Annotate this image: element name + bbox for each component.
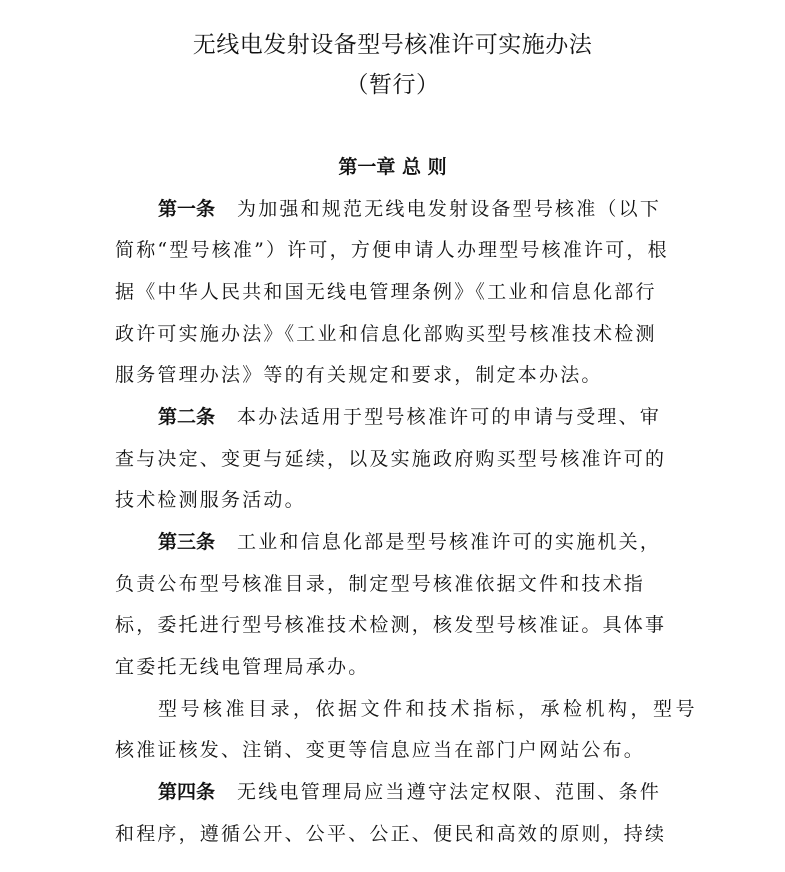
paragraph-text: 服务管理办法》等的有关规定和要求，制定本办法。 — [115, 364, 603, 386]
article-4-line-2 — [115, 822, 675, 862]
article-label: 第一条 — [158, 198, 216, 220]
chapter-heading: 第一章 总 则 — [338, 156, 447, 178]
article-label: 第二条 — [158, 406, 216, 428]
paragraph-text: 核准证核发、注销、变更等信息应当在部门户网站公布。 — [115, 739, 646, 761]
paragraph-text: 为加强和规范无线电发射设备型号核准（以下 — [237, 198, 662, 220]
article-label: 第三条 — [158, 531, 216, 553]
paragraph-text: 型号核准目录，依据文件和技术指标，承检机构，型号 — [158, 698, 699, 720]
paragraph-text: 简称“型号核准”）许可，方便申请人办理型号核准许可，根 — [115, 239, 669, 261]
article-3-line-3 — [115, 613, 675, 653]
article-4-line-1 — [158, 780, 718, 820]
article-2-line-2 — [115, 447, 675, 487]
article-2-line-3 — [115, 488, 675, 528]
paragraph-text: 宜委托无线电管理局承办。 — [115, 656, 370, 678]
paragraph-text: 技术检测服务活动。 — [115, 489, 306, 511]
article-1-line-5 — [115, 363, 675, 403]
article-3-line-1 — [158, 530, 718, 570]
article-3-line-4 — [115, 655, 675, 695]
article-1-line-3 — [115, 280, 675, 320]
article-3-para-2-line-1 — [158, 697, 718, 737]
article-1-line-1 — [158, 197, 718, 237]
article-3-para-2-line-2 — [115, 738, 675, 778]
paragraph-text: 工业和信息化部是型号核准许可的实施机关， — [237, 531, 662, 553]
article-3-line-2 — [115, 572, 675, 612]
paragraph-text: 无线电管理局应当遵守法定权限、范围、条件 — [237, 781, 662, 803]
article-1-line-4 — [115, 322, 675, 362]
document-title: 无线电发射设备型号核准许可实施办法 — [192, 32, 593, 58]
paragraph-text: 负责公布型号核准目录，制定型号核准依据文件和技术指 — [115, 573, 646, 595]
paragraph-text: 政许可实施办法》《工业和信息化部购买型号核准技术检测 — [115, 323, 657, 345]
paragraph-text: 和程序，遵循公开、公平、公正、便民和高效的原则，持续 — [115, 823, 667, 845]
paragraph-text: 标，委托进行型号核准技术检测，核发型号核准证。具体事 — [115, 614, 667, 636]
article-label: 第四条 — [158, 781, 216, 803]
paragraph-text: 据《中华人民共和国无线电管理条例》《工业和信息化部行 — [115, 281, 657, 303]
article-2-line-1 — [158, 405, 718, 445]
article-1-line-2 — [115, 238, 675, 278]
paragraph-text: 查与决定、变更与延续，以及实施政府购买型号核准许可的 — [115, 448, 667, 470]
document-subtitle: （暂行） — [345, 72, 440, 98]
paragraph-text: 本办法适用于型号核准许可的申请与受理、审 — [237, 406, 662, 428]
